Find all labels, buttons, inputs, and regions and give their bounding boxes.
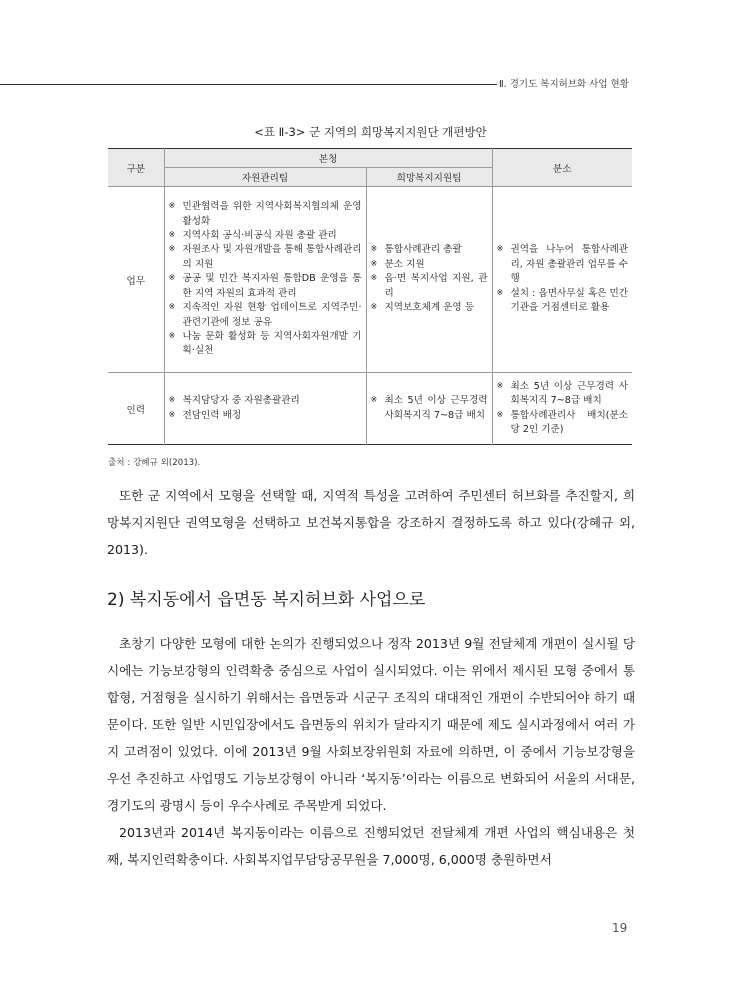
- list-item: [169, 409, 362, 423]
- reference-mark-icon: ※: [370, 395, 378, 405]
- cell-item-list: [169, 200, 362, 358]
- list-item: [371, 394, 488, 423]
- list-item: [371, 258, 488, 272]
- list-item-text: 통합사례관리 총괄: [384, 244, 462, 256]
- table-caption: <표 Ⅱ-3> 군 지역의 희망복지지원단 개편방안: [254, 125, 487, 139]
- table-source: 출처 : 강혜규 외(2013).: [108, 458, 201, 468]
- list-item: [169, 301, 362, 330]
- list-item: [497, 243, 629, 286]
- reference-mark-icon: ※: [168, 201, 176, 211]
- cell-item-list: [497, 380, 629, 438]
- reference-mark-icon: ※: [168, 273, 176, 283]
- list-item-text: 복지담당자 중 자원총괄관리: [182, 395, 300, 407]
- reference-mark-icon: ※: [168, 409, 176, 419]
- list-item: [169, 229, 362, 243]
- table-cell: [366, 373, 492, 445]
- reference-mark-icon: ※: [370, 302, 378, 312]
- cell-item-list: [169, 394, 362, 423]
- list-item-text: 지속적인 자원 현황 업데이트로 지역주민·관련기관에 정보 공유: [182, 302, 362, 328]
- reference-mark-icon: ※: [168, 330, 176, 340]
- reference-mark-icon: ※: [370, 244, 378, 254]
- list-item-text: 민관협력을 위한 지역사회복지협의체 운영 활성화: [182, 201, 362, 227]
- list-item-text: 통합사례관리사 배치(분소당 2인 기준): [510, 409, 628, 435]
- reference-mark-icon: ※: [496, 244, 504, 254]
- row-label: 업무: [108, 187, 164, 373]
- header-rule: [0, 84, 497, 85]
- row-label: 인력: [108, 373, 164, 445]
- list-item-text: 나눔 문화 활성화 등 지역사회자원개발 기획·실천: [182, 330, 362, 357]
- page-number: 19: [612, 921, 628, 935]
- list-item-text: 공공 및 민간 복지자원 통합DB 운영을 통한 지역 자원의 효과적 관리: [182, 273, 362, 299]
- list-item-text: 최소 5년 이상 근무경력 사회복지직 7~8급 배치: [510, 380, 628, 407]
- header-category: 구분: [108, 149, 164, 187]
- reference-mark-icon: ※: [496, 409, 504, 419]
- table-cell: [164, 373, 366, 445]
- list-item: [497, 409, 629, 438]
- reference-mark-icon: ※: [370, 258, 378, 268]
- reference-mark-icon: ※: [496, 287, 504, 297]
- table-cell: [164, 187, 366, 373]
- table-header-row: [108, 149, 632, 168]
- header-resource-team: 자원관리팀: [164, 168, 366, 187]
- list-item: [169, 394, 362, 408]
- header-headquarters: 본청: [164, 149, 492, 168]
- table-cell: [492, 187, 632, 373]
- table-cell: [366, 187, 492, 373]
- list-item: [169, 200, 362, 229]
- header-branch: 분소: [492, 149, 632, 187]
- cell-item-list: [497, 243, 629, 315]
- list-item: [371, 272, 488, 301]
- reference-mark-icon: ※: [168, 244, 176, 254]
- reference-mark-icon: ※: [168, 395, 176, 405]
- list-item: [169, 330, 362, 359]
- body-paragraph: 2013년과 2014년 복지동이라는 이름으로 진행되었던 전달체계 개편 사업의 핵심내용은 첫째, 복지인력확충이다. 사회복지업무담당공무원을 7,000명, 6,000명 충원하면서: [107, 825, 635, 867]
- reference-mark-icon: ※: [168, 302, 176, 312]
- reorganization-table: [108, 148, 632, 445]
- list-item-text: 최소 5년 이상 근무경력 사회복지직 7~8급 배치: [384, 395, 488, 421]
- list-item-text: 전담인력 배정: [182, 409, 242, 421]
- cell-item-list: [371, 394, 488, 423]
- list-item: [497, 380, 629, 409]
- list-item: [169, 243, 362, 272]
- reference-mark-icon: ※: [496, 380, 504, 390]
- running-title: Ⅱ. 경기도 복지허브화 사업 현황: [499, 79, 629, 90]
- table-row: [108, 373, 632, 445]
- list-item: [497, 287, 629, 316]
- body-paragraph: 초창기 다양한 모형에 대한 논의가 진행되었으나 정작 2013년 9월 전달체계 개편이 실시될 당시에는 기능보강형의 인력확충 중심으로 사업이 실시되었다. 이는 위에서 제시된 모형 중에서 통합형, 거점형을 실시하기 위해서는 읍면동과 시군구 조직의 대대적인 개편이 수반되어야 하기 때문이다. 또한 일반 시민입장에서도 읍면동의 위치가 달라지기 때문에 제도 실시과정에서 여러 가지 고려점이 있었다. 이에 2013년 9월 사회보장위원회 자료에 의하면, 이 중에서 기능보강형을 우선 추진하고 사업명도 기능보강형이 아니라 ‘복지동’이라는 이름으로 변화되어 서울의 서대문, 경기도의 광명시 등이 우수사례로 주목받게 되었다.: [107, 636, 635, 813]
- list-item: [371, 243, 488, 257]
- list-item-text: 분소 지원: [384, 258, 425, 270]
- list-item-text: 자원조사 및 자원개발을 통해 통합사례관리의 지원: [182, 244, 362, 270]
- reference-mark-icon: ※: [370, 273, 378, 283]
- table-cell: [492, 373, 632, 445]
- running-header: [0, 72, 741, 92]
- list-item-text: 읍·면 복지사업 지원, 관리: [384, 273, 488, 299]
- list-item: [371, 301, 488, 315]
- list-item-text: 지역사회 공식·비공식 자원 총괄 관리: [182, 230, 337, 242]
- section-title: 2) 복지동에서 읍면동 복지허브화 사업으로: [107, 590, 426, 610]
- cell-item-list: [371, 243, 488, 315]
- list-item-text: 권역을 나누어 통합사례관리, 자원 총괄관리 업무를 수행: [510, 244, 628, 285]
- header-hope-team: 희망복지지원팀: [366, 168, 492, 187]
- list-item-text: 지역보호체계 운영 등: [384, 302, 475, 314]
- table-row: [108, 187, 632, 373]
- body-paragraph: 또한 군 지역에서 모형을 선택할 때, 지역적 특성을 고려하여 주민센터 허브화를 추진할지, 희망복지지원단 권역모형을 선택하고 보건복지통합을 강조하지 결정하도록 하고 있다(강혜규 외, 2013).: [107, 488, 635, 557]
- list-item: [169, 272, 362, 301]
- list-item-text: 설치 : 읍면사무실 혹은 민간기관을 거점센터로 활용: [510, 287, 628, 314]
- reference-mark-icon: ※: [168, 230, 176, 240]
